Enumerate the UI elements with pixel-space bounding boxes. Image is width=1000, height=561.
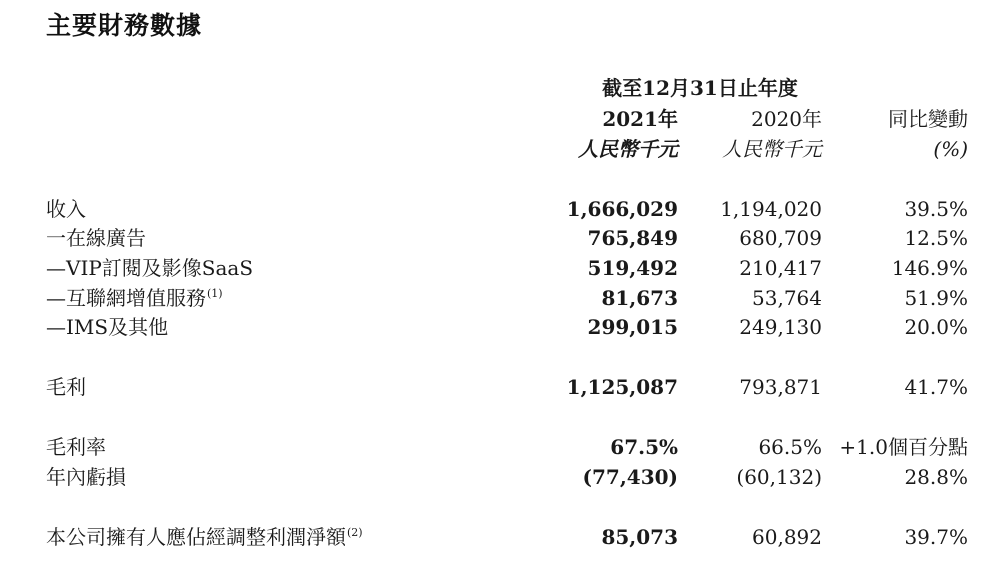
unit-2020-header: 人民幣千元 <box>722 137 822 161</box>
row-label: 年內虧損 <box>46 465 126 489</box>
value-2020: 793,871 <box>739 375 822 399</box>
value-2021: 765,849 <box>587 226 678 250</box>
value-2020: (60,132) <box>736 465 822 489</box>
value-2021: 81,673 <box>601 286 678 310</box>
unit-change-header: (%) <box>933 137 968 161</box>
change-header: 同比變動 <box>888 107 968 131</box>
value-2020: 680,709 <box>739 226 822 250</box>
value-change: 20.0% <box>904 315 968 339</box>
value-2021: 85,073 <box>601 525 678 549</box>
value-2020: 60,892 <box>752 525 822 549</box>
footnote-marker: (1) <box>207 287 223 301</box>
value-2021: 67.5% <box>610 435 678 459</box>
value-change: 28.8% <box>904 465 968 489</box>
value-change: 39.5% <box>904 197 968 221</box>
page-title: 主要財務數據 <box>46 11 203 40</box>
row-label: —互聯網增值服務$^{(1)}$ <box>46 286 223 310</box>
value-change: 146.9% <box>891 256 968 280</box>
row-label: 一在線廣告 <box>46 226 146 250</box>
row-label: 毛利率 <box>46 435 106 459</box>
value-2021: 299,015 <box>587 315 678 339</box>
unit-2021-header: 人民幣千元 <box>578 137 678 161</box>
value-change: +1.0個百分點 <box>839 435 968 459</box>
row-label: 收入 <box>46 197 86 221</box>
row-label: 本公司擁有人應佔經調整利潤淨額$^{(2)}$ <box>46 525 363 549</box>
value-2021: 1,666,029 <box>566 197 678 221</box>
value-change: 39.7% <box>904 525 968 549</box>
year-2020-header: 2020年 <box>751 107 822 131</box>
row-label: 毛利 <box>46 375 86 399</box>
value-change: 51.9% <box>904 286 968 310</box>
value-2020: 1,194,020 <box>720 197 822 221</box>
value-2020: 210,417 <box>739 256 822 280</box>
value-2021: (77,430) <box>582 465 678 489</box>
period-header: 截至12月31日止年度 <box>602 76 798 100</box>
value-2020: 249,130 <box>739 315 822 339</box>
value-change: 12.5% <box>904 226 968 250</box>
value-change: 41.7% <box>904 375 968 399</box>
value-2020: 66.5% <box>758 435 822 459</box>
row-label: —IMS及其他 <box>46 315 169 339</box>
value-2020: 53,764 <box>752 286 822 310</box>
value-2021: 519,492 <box>587 256 678 280</box>
row-label: —VIP訂閱及影像SaaS <box>46 256 254 280</box>
year-2021-header: 2021年 <box>602 107 678 131</box>
value-2021: 1,125,087 <box>566 375 678 399</box>
footnote-marker: (2) <box>347 526 363 540</box>
